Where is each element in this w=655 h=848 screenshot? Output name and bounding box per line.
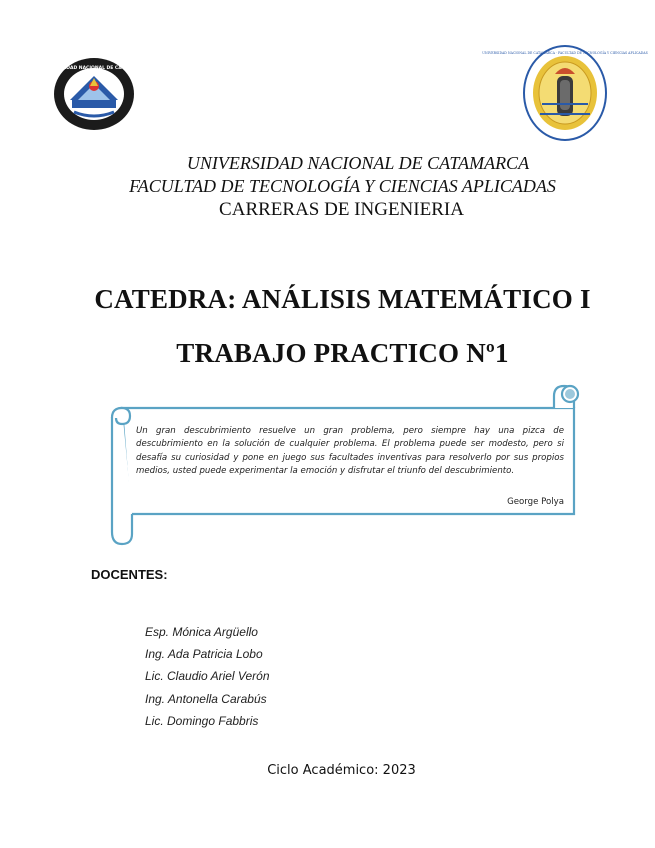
docente-item: Ing. Antonella Carabús <box>145 691 267 706</box>
quote-author: George Polya <box>507 497 564 507</box>
docente-item: Esp. Mónica Argüello <box>145 625 258 639</box>
faculty-name: FACULTAD DE TECNOLOGÍA Y CIENCIAS APLICADAS <box>129 176 556 196</box>
docente-item: Lic. Domingo Fabbris <box>145 713 259 728</box>
university-name: UNIVERSIDAD NACIONAL DE CATAMARCA <box>186 153 530 173</box>
quote-text: Un gran descubrimiento resuelve un gran problema, pero siempre hay una pizca de descubrimiento en la solución de cualquier problema. El problema puede ser modesto, pero si desafía su curiosidad y pone en juego sus facultades inventivas para resolverlo por sus propios medios, usted puede experimentar la emoción y disfrutar el triunfo del descubrimiento. <box>136 426 564 476</box>
careers-name: CARRERAS DE INGENIERIA <box>219 199 464 220</box>
docentes-label: DOCENTES: <box>91 567 168 582</box>
unca-seal-text: UNIVERSIDAD NACIONAL DE CATAMARCA <box>42 66 146 71</box>
faculty-seal-icon <box>482 44 648 142</box>
catedra-title: CATEDRA: ANÁLISIS MATEMÁTICO I <box>94 284 591 314</box>
tp-title: TRABAJO PRACTICO Nº1 <box>176 338 509 368</box>
docente-item: Ing. Ada Patricia Lobo <box>145 647 263 662</box>
docente-item: Lic. Claudio Ariel Verón <box>145 669 270 684</box>
faculty-seal-text: UNIVERSIDAD NACIONAL DE CATAMARCA · FACULTAD DE TECNOLOGÍA Y CIENCIAS APLICADAS <box>482 51 648 55</box>
docentes-list <box>145 624 270 735</box>
unca-seal-icon <box>42 56 146 132</box>
academic-cycle: Ciclo Académico: 2023 <box>267 763 416 778</box>
